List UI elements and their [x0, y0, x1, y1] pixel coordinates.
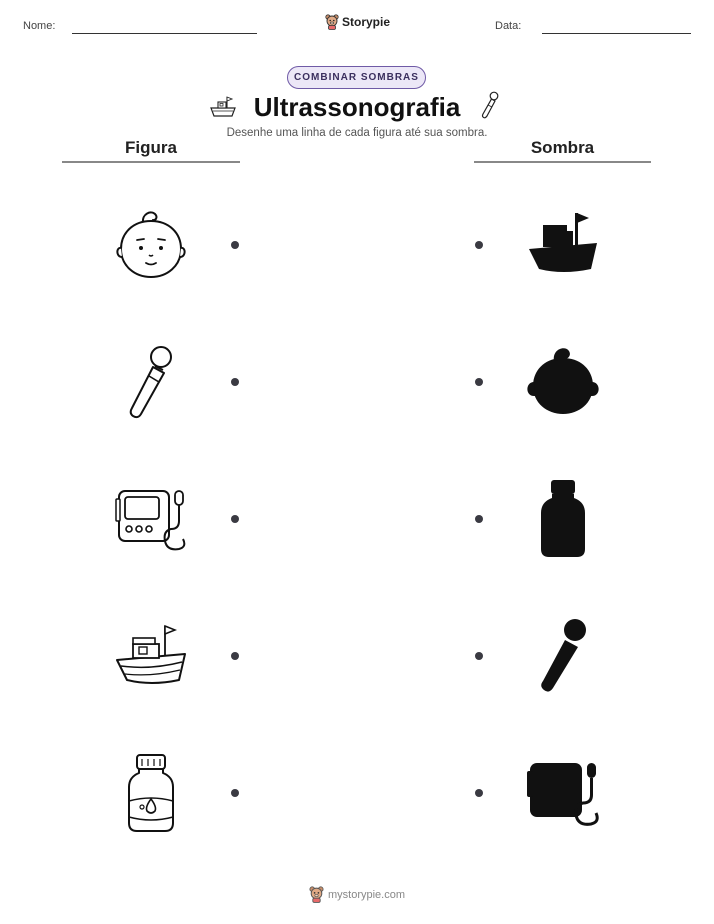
sombra-dot-4[interactable]	[475, 652, 483, 660]
baby-face-silhouette-icon	[521, 340, 605, 424]
instructions: Desenhe uma linha de cada figura até sua sombra.	[226, 127, 488, 139]
name-label: Nome:	[23, 20, 56, 32]
column-figura-heading: Figura	[125, 138, 177, 157]
figura-dot-4[interactable]	[231, 652, 239, 660]
medicine-bottle-icon	[109, 751, 193, 835]
probe-silhouette-icon	[521, 614, 605, 698]
machine-silhouette-icon	[521, 751, 605, 835]
figura-dot-3[interactable]	[231, 515, 239, 523]
name-field[interactable]	[72, 33, 257, 34]
date-label: Data:	[495, 20, 522, 32]
date-field[interactable]	[542, 33, 691, 34]
sombra-dot-5[interactable]	[475, 789, 483, 797]
footer-site-link[interactable]: mystorypie.com	[327, 888, 406, 901]
ultrasound-probe-icon	[109, 340, 193, 424]
column-sombra-heading: Sombra	[530, 138, 595, 157]
figura-dot-2[interactable]	[231, 378, 239, 386]
footer	[0, 886, 714, 903]
figura-dot-1[interactable]	[231, 241, 239, 249]
figura-dot-5[interactable]	[231, 789, 239, 797]
boat-silhouette-icon	[521, 203, 605, 287]
brand-name: Storypie	[342, 15, 391, 29]
ultrasound-machine-icon	[109, 477, 193, 561]
brand-logo	[325, 14, 390, 30]
bear-mascot-icon	[325, 14, 339, 30]
bear-mascot-footer-icon	[309, 886, 324, 903]
page-title: Ultrassonografia	[253, 92, 461, 122]
bottle-silhouette-icon	[521, 477, 605, 561]
sombra-dot-3[interactable]	[475, 515, 483, 523]
baby-face-icon	[109, 203, 193, 287]
sombra-dot-1[interactable]	[475, 241, 483, 249]
probe-title-icon	[478, 91, 502, 121]
column-figura-rule	[62, 161, 240, 163]
sombra-dot-2[interactable]	[475, 378, 483, 386]
boat-icon	[109, 614, 193, 698]
column-sombra-rule	[474, 161, 651, 163]
activity-badge: COMBINAR SOMBRAS	[287, 66, 426, 89]
